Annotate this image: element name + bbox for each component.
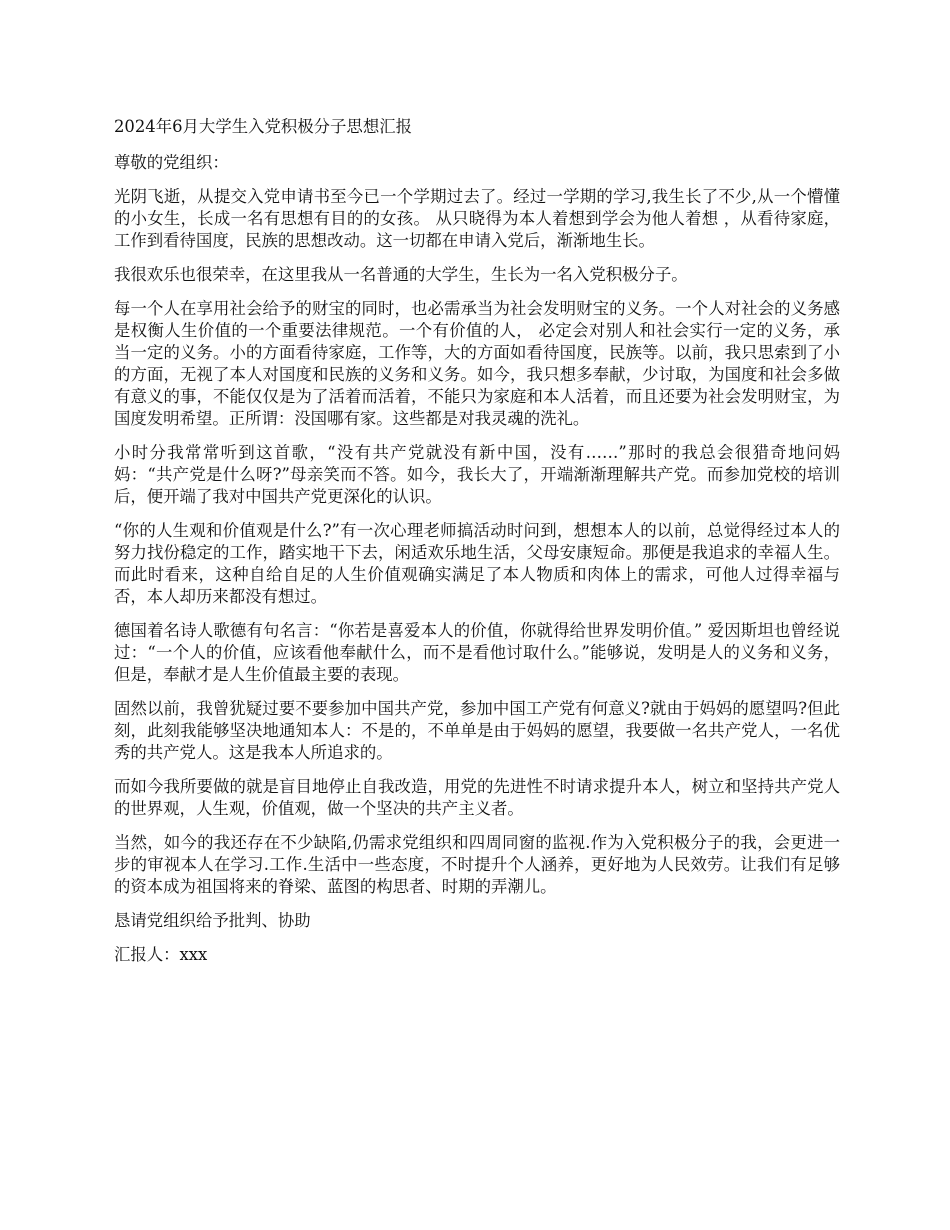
document-title: 2024年6月大学生入党积极分子思想汇报 bbox=[114, 117, 412, 136]
salutation: 尊敬的党组织： bbox=[114, 153, 229, 172]
paragraph: 每一个人在享用社会给予的财宝的同时，也必需承当为社会发明财宝的义务。一个人对社会的义务感是权衡人生价值的一个重要法律规范。一个有价值的人， 必定会对别人和社会实行一定的义务，承当一定的义务。小的方面看待家庭，工作等，大的方面如看待国度，民族等。以前，我只思索到了小的方面，无视了本人对国度和民族的义务和义务。如今，我只想多奉献，少讨取，为国度和社会多做有意义的事，不能仅仅是为了活着而活着，不能只为家庭和本人活着，而且还要为社会发明财宝，为国度发明希望。正所谓：没国哪有家。这些都是对我灵魂的洗礼。 bbox=[114, 299, 840, 428]
paragraph: 德国着名诗人歌德有句名言：“你若是喜爱本人的价值，你就得给世界发明价值。” 爱因斯坦也曾经说过：“一个人的价值，应该看他奉献什么，而不是看他讨取什么。”能够说，发明是人的义务和义务，但是，奉献才是人生价值最主要的表现。 bbox=[114, 621, 840, 684]
signature: 汇报人：xxx bbox=[114, 945, 208, 964]
paragraph: 而如今我所要做的就是盲目地停止自我改造，用党的先进性不时请求提升本人，树立和坚持共产党人的世界观，人生观，价值观，做一个坚决的共产主义者。 bbox=[114, 777, 840, 818]
paragraph: 小时分我常常听到这首歌，“没有共产党就没有新中国，没有……”那时的我总会很猎奇地问妈妈：“共产党是什么呀?”母亲笑而不答。如今，我长大了，开端渐渐理解共产党。而参加党校的培训后，便开端了我对中国共产党更深化的认识。 bbox=[114, 443, 840, 506]
document-body bbox=[114, 116, 840, 978]
paragraph: 我很欢乐也很荣幸，在这里我从一名普通的大学生，生长为一名入党积极分子。 bbox=[114, 265, 688, 284]
paragraph: 光阴飞逝，从提交入党申请书至今已一个学期过去了。经过一学期的学习,我生长了不少,从一个懵懂的小女生，长成一名有思想有目的的女孩。 从只晓得为本人着想到学会为他人着想 ，从看待家庭，工作到看待国度，民族的思想改动。这一切都在申请入党后，渐渐地生长。 bbox=[114, 187, 840, 250]
closing-line: 恳请党组织给予批判、协助 bbox=[114, 911, 311, 930]
paragraph: 固然以前，我曾犹疑过要不要参加中国共产党，参加中国工产党有何意义?就由于妈妈的愿望吗?但此刻，此刻我能够坚决地通知本人：不是的，不单单是由于妈妈的愿望，我要做一名共产党人，一名优秀的共产党人。这是我本人所追求的。 bbox=[114, 699, 840, 762]
paragraph: 当然，如今的我还存在不少缺陷,仍需求党组织和四周同窗的监视.作为入党积极分子的我，会更进一步的审视本人在学习.工作.生活中一些态度，不时提升个人涵养，更好地为人民效劳。让我们有足够的资本成为祖国将来的脊梁、蓝图的构思者、时期的弄潮儿。 bbox=[114, 833, 840, 896]
paragraph: “你的人生观和价值观是什么?”有一次心理老师搞活动时问到，想想本人的以前，总觉得经过本人的努力找份稳定的工作，踏实地干下去，闲适欢乐地生活，父母安康短命。那便是我追求的幸福人生。而此时看来，这种自给自足的人生价值观确实满足了本人物质和肉体上的需求，可他人过得幸福与否，本人却历来都没有想过。 bbox=[114, 521, 840, 606]
